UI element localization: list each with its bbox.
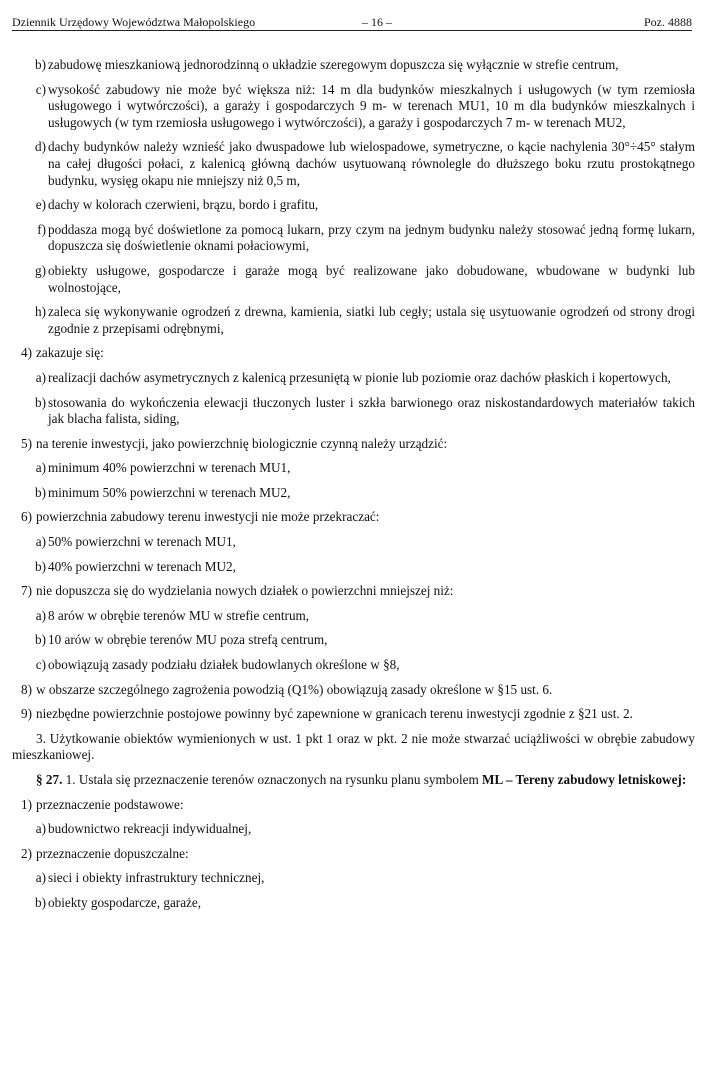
item-number: b): [35, 632, 46, 648]
item-number: 4): [21, 345, 32, 361]
item-number: b): [35, 558, 46, 574]
sub-list-item: [0, 460, 695, 477]
item-text: wysokość zabudowy nie może być większa niż: 14 m dla budynków mieszkalnych i usługowych (w tym rzemiosła usługowego i wytwórczości), a garaży i gospodarczych 9 m- w terenach MU1, 10 m dla budynków mieszkalnych i usługowych (w tym rzemiosła usługowego i wytwórczości), a garaży i gospodarczych 7 m- w terenach MU2,: [48, 81, 695, 130]
list-item: [0, 436, 695, 453]
item-text: na terenie inwestycji, jako powierzchnię biologicznie czynną należy urządzić:: [36, 435, 448, 451]
item-number: h): [35, 304, 46, 320]
sub-list-item: [0, 608, 695, 625]
item-text: obowiązują zasady podziału działek budowlanych określone w §8,: [48, 657, 400, 673]
item-number: a): [35, 607, 46, 623]
item-number: a): [35, 460, 46, 476]
item-text: minimum 40% powierzchni w terenach MU1,: [48, 460, 291, 476]
item-number: 8): [21, 681, 32, 697]
item-number: 1): [21, 796, 32, 812]
sub-list-item: [0, 559, 695, 576]
item-text: poddasza mogą być doświetlone za pomocą lukarn, przy czym na jednym budynku należy stosować jedną formę lukarn, dopuszcza się doświetlenie oknami połaciowymi,: [48, 221, 695, 254]
list-item: [0, 682, 695, 699]
item-text: w obszarze szczególnego zagrożenia powodzią (Q1%) obowiązują zasady określone w §15 ust. 6.: [36, 681, 553, 697]
item-number: d): [35, 139, 46, 155]
item-number: 7): [21, 583, 32, 599]
item-number: b): [35, 394, 46, 410]
sub-list-item: [0, 197, 695, 214]
item-text: stosowania do wykończenia elewacji tłuczonych luster i szkła barwionego oraz niskostandardowych materiałów takich jak blacha falista, siding,: [48, 394, 695, 427]
item-number: b): [35, 57, 46, 72]
list-item: [0, 797, 695, 814]
list-item: [0, 706, 695, 723]
paragraph: [0, 731, 695, 764]
paragraph-text: 1. Ustala się przeznaczenie terenów oznaczonych na rysunku planu symbolem: [62, 772, 483, 787]
sub-list-item: [0, 263, 695, 296]
sub-list-item: [0, 370, 695, 387]
document-body: [0, 57, 707, 920]
list-item: [0, 583, 695, 600]
sub-list-item: [0, 657, 695, 674]
item-text: 40% powierzchni w terenach MU2,: [48, 558, 236, 574]
item-text: minimum 50% powierzchni w terenach MU2,: [48, 484, 291, 500]
item-number: c): [35, 81, 46, 97]
item-text: niezbędne powierzchnie postojowe powinny być zapewnione w granicach terenu inwestycji zgodnie z §21 ust. 2.: [36, 706, 633, 722]
item-text: powierzchnia zabudowy terenu inwestycji nie może przekraczać:: [36, 509, 380, 525]
sub-list-item: [0, 485, 695, 502]
paragraph: [0, 772, 695, 789]
sub-list-item: [0, 895, 695, 912]
sub-list-item: [0, 395, 695, 428]
item-text: zaleca się wykonywanie ogrodzeń z drewna, kamienia, siatki lub cegły; ustala się usytuowanie ogrodzeń od strony drogi zgodnie z przepisami odrębnymi,: [48, 304, 695, 336]
item-number: a): [35, 369, 46, 385]
list-item: [0, 846, 695, 863]
item-text: 10 arów w obrębie terenów MU poza strefą centrum,: [48, 632, 328, 648]
list-item: [0, 345, 695, 362]
item-number: b): [35, 484, 46, 500]
item-text: obiekty gospodarcze, garaże,: [48, 894, 202, 910]
item-text: 8 arów w obrębie terenów MU w strefie centrum,: [48, 607, 310, 623]
item-text: przeznaczenie dopuszczalne:: [36, 845, 189, 861]
item-text: nie dopuszcza się do wydzielania nowych działek o powierzchni mniejszej niż:: [36, 583, 454, 599]
item-text: zakazuje się:: [36, 345, 104, 361]
item-number: 5): [21, 435, 32, 451]
item-number: a): [35, 870, 46, 886]
sub-list-item: [0, 534, 695, 551]
paragraph-text: 3. Użytkowanie obiektów wymienionych w ust. 1 pkt 1 oraz w pkt. 2 nie może stwarzać uciążliwości w obrębie zabudowy mieszkaniowej.: [12, 730, 695, 763]
item-text: sieci i obiekty infrastruktury technicznej,: [48, 870, 265, 886]
item-text: realizacji dachów asymetrycznych z kalenicą przesuniętą w pionie lub poziomie oraz dachów płaskich i kopertowych,: [48, 369, 671, 385]
item-number: 2): [21, 845, 32, 861]
item-text: dachy budynków należy wznieść jako dwuspadowe lub wielospadowe, symetryczne, o kącie nachylenia 30°÷45° stałym na całej długości połaci, z kalenicą główną dachów usytuowaną równolegle do dłuższego boku rzutu prostokątnego budynku, wysięg okapu nie mniejszy niż 0,5 m,: [48, 139, 695, 188]
item-text: obiekty usługowe, gospodarcze i garaże mogą być realizowane jako dobudowane, wbudowane w budynki lub wolnostojące,: [48, 262, 695, 295]
item-number: b): [35, 894, 46, 910]
sub-list-item: [0, 57, 695, 74]
item-number: 6): [21, 509, 32, 525]
zone-name: ML – Tereny zabudowy letniskowej:: [482, 772, 687, 787]
sub-list-item: [0, 304, 695, 337]
item-number: a): [35, 534, 46, 550]
sub-list-item: [0, 870, 695, 887]
item-text: zabudowę mieszkaniową jednorodzinną o układzie szeregowym dopuszcza się wyłącznie w strefie centrum,: [48, 57, 619, 72]
page-header: [12, 12, 692, 31]
journal-title: Dziennik Urzędowy Województwa Małopolskiego: [12, 15, 256, 29]
item-number: a): [35, 821, 46, 837]
sub-list-item: [0, 821, 695, 838]
list-item: [0, 509, 695, 526]
item-text: przeznaczenie podstawowe:: [36, 796, 184, 812]
item-number: 9): [21, 706, 32, 722]
item-number: g): [35, 262, 46, 278]
sub-list-item: [0, 222, 695, 255]
section-label: § 27.: [36, 772, 63, 787]
item-number: e): [35, 197, 46, 213]
item-text: dachy w kolorach czerwieni, brązu, bordo i grafitu,: [48, 197, 319, 213]
page-number: – 16 –: [362, 15, 392, 29]
sub-list-item: [0, 139, 695, 189]
item-number: f): [37, 221, 46, 237]
item-number: c): [35, 657, 46, 673]
position-number: Poz. 4888: [644, 15, 692, 29]
sub-list-item: [0, 632, 695, 649]
item-text: budownictwo rekreacji indywidualnej,: [48, 821, 252, 837]
sub-list-item: [0, 82, 695, 132]
item-text: 50% powierzchni w terenach MU1,: [48, 534, 236, 550]
